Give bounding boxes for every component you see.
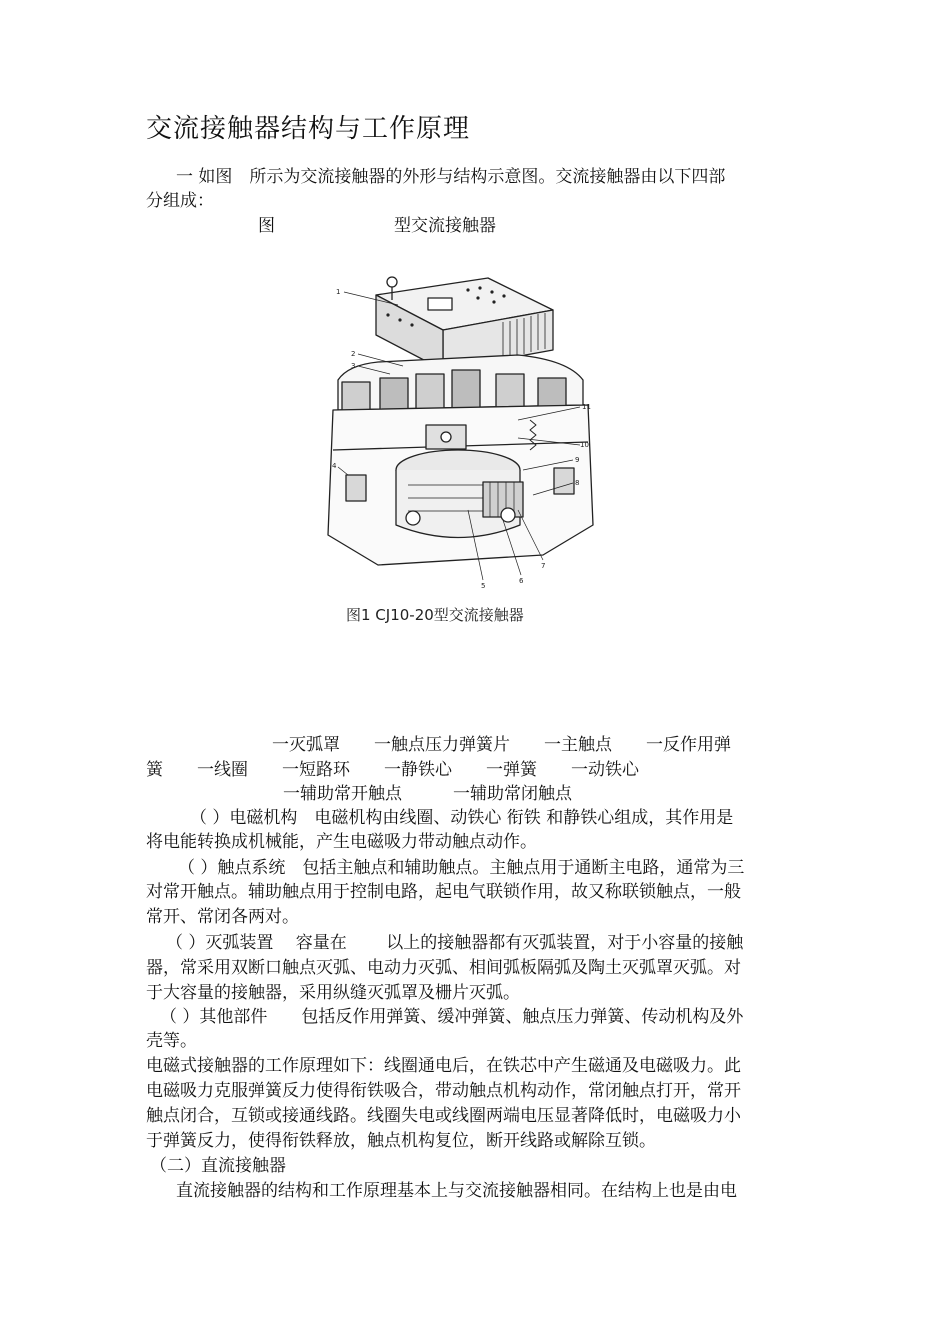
section-arc-line-2: 器，常采用双断口触点灭弧、电动力灭弧、相间弧板隔弧及陶土灭弧罩灭弧。对 — [146, 958, 741, 978]
dc-contactor-heading: （二）直流接触器 — [150, 1156, 286, 1176]
section-contacts-line-1: （ ）触点系统 包括主触点和辅助触点。主触点用于通断主电路，通常为三 — [178, 858, 745, 878]
legend-line-3: 一辅助常开触点 一辅助常闭触点 — [283, 784, 572, 804]
section-electromagnetic-line-2: 将电能转换成机械能，产生电磁吸力带动触点动作。 — [146, 832, 537, 852]
section-arc-line-3: 于大容量的接触器，采用纵缝灭弧罩及栅片灭弧。 — [146, 983, 520, 1003]
callout-3: 3 — [351, 362, 356, 370]
intro-line-2: 分组成： — [146, 191, 214, 211]
figure-caption: 图1 CJ10-20型交流接触器 — [346, 606, 524, 624]
principle-line-4: 于弹簧反力，使得衔铁释放，触点机构复位，断开线路或解除互锁。 — [146, 1131, 656, 1151]
callout-11: 11 — [582, 403, 591, 411]
legend-line-2: 簧 一线圈 一短路环 一静铁心 一弹簧 一动铁心 — [146, 760, 639, 780]
legend-line-1: 一灭弧罩 一触点压力弹簧片 一主触点 一反作用弹 — [272, 735, 731, 755]
section-other-line-1: （ ）其他部件 包括反作用弹簧、缓冲弹簧、触点压力弹簧、传动机构及外 — [160, 1007, 744, 1027]
dc-contactor-line-1: 直流接触器的结构和工作原理基本上与交流接触器相同。在结构上也是由电 — [176, 1181, 737, 1201]
contactor-drawing — [318, 270, 608, 595]
section-arc-line-1: （ ）灭弧装置 容量在 以上的接触器都有灭弧装置，对于小容量的接触 — [166, 933, 744, 953]
callout-5: 5 — [481, 582, 486, 590]
section-contacts-line-3: 常开、常闭各两对。 — [146, 907, 299, 927]
callout-2: 2 — [351, 350, 356, 358]
figure-reference-b: 型交流接触器 — [394, 216, 496, 236]
section-contacts-line-2: 对常开触点。辅助触点用于控制电路，起电气联锁作用，故又称联锁触点，一般 — [146, 882, 741, 902]
callout-7: 7 — [541, 562, 546, 570]
callout-4: 4 — [332, 462, 337, 470]
principle-line-3: 触点闭合，互锁或接通线路。线圈失电或线圈两端电压显著降低时，电磁吸力小 — [146, 1106, 741, 1126]
callout-8: 8 — [575, 479, 580, 487]
callout-10: 10 — [580, 441, 589, 449]
callout-9: 9 — [575, 456, 580, 464]
page-title: 交流接触器结构与工作原理 — [146, 114, 471, 144]
callout-6: 6 — [519, 577, 524, 585]
section-other-line-2: 壳等。 — [146, 1031, 197, 1051]
principle-line-2: 电磁吸力克服弹簧反力使得衔铁吸合，带动触点机构动作，常闭触点打开，常开 — [146, 1081, 741, 1101]
section-electromagnetic-line-1: （ ）电磁机构 电磁机构由线圈、动铁心 衔铁 和静铁心组成，其作用是 — [190, 808, 734, 828]
figure-reference-a: 图 — [258, 216, 275, 236]
intro-line-1: 一 如图 所示为交流接触器的外形与结构示意图。交流接触器由以下四部 — [176, 167, 726, 187]
contactor-figure — [318, 270, 608, 595]
callout-1: 1 — [336, 288, 341, 296]
principle-line-1: 电磁式接触器的工作原理如下：线圈通电后，在铁芯中产生磁通及电磁吸力。此 — [146, 1056, 741, 1076]
